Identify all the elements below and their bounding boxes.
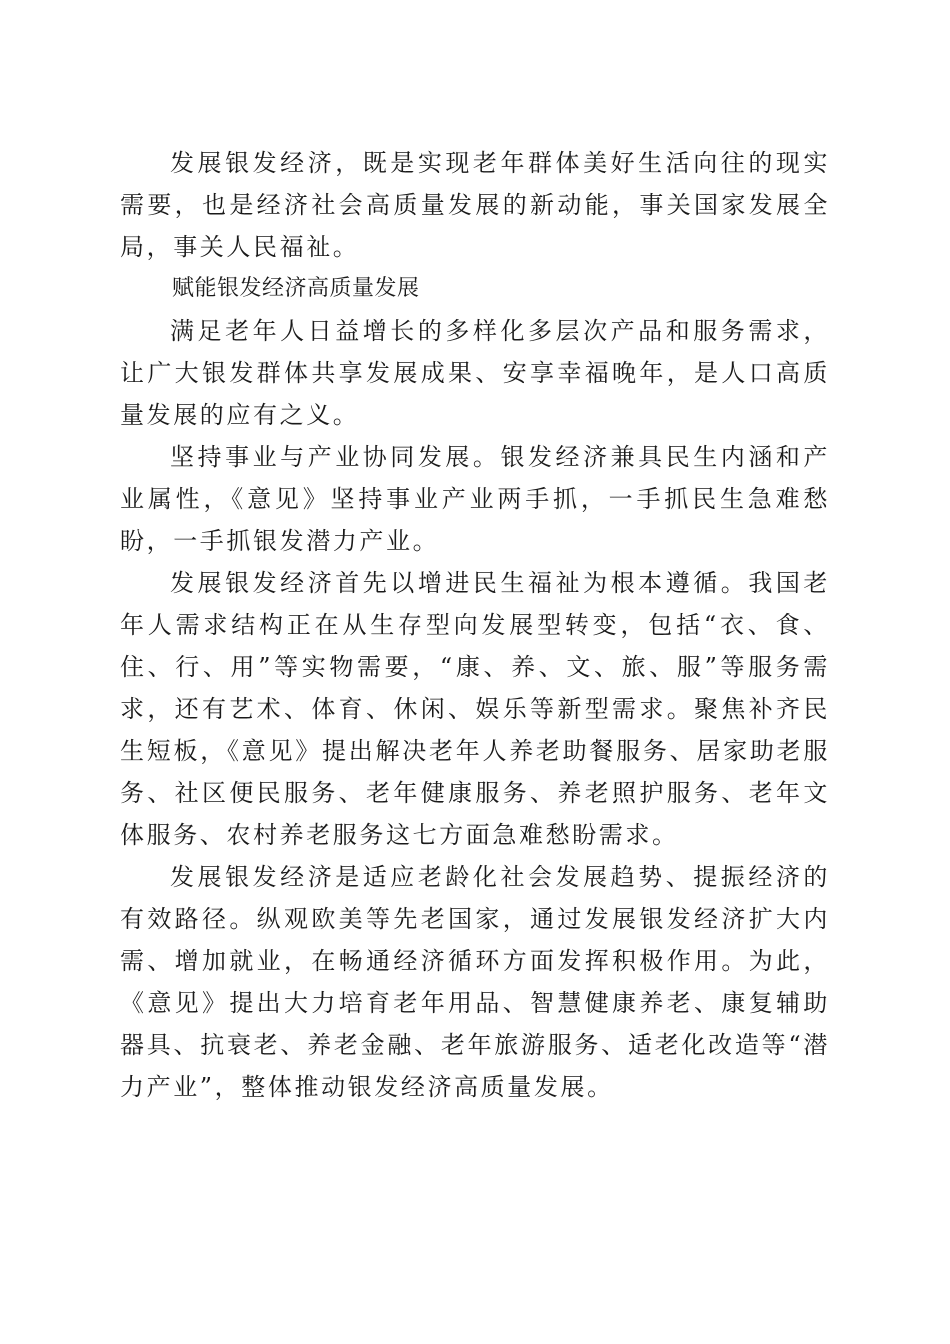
document-body	[120, 142, 830, 1108]
paragraph-needs: 满足老年人日益增长的多样化多层次产品和服务需求，让广大银发群体共享发展成果、安享幸福晚年，是人口高质量发展的应有之义。	[120, 317, 830, 429]
paragraph-industry: 发展银发经济是适应老龄化社会发展趋势、提振经济的有效路径。纵观欧美等先老国家，通过发展银发经济扩大内需、增加就业，在畅通经济循环方面发挥积极作用。为此，《意见》提出大力培育老年用品、智慧健康养老、康复辅助器具、抗衰老、养老金融、老年旅游服务、适老化改造等“潜力产业”，整体推动银发经济高质量发展。	[120, 863, 830, 1101]
section-heading: 赋能银发经济高质量发展	[172, 276, 420, 301]
paragraph-coordination: 坚持事业与产业协同发展。银发经济兼具民生内涵和产业属性，《意见》坚持事业产业两手抓，一手抓民生急难愁盼，一手抓银发潜力产业。	[120, 443, 830, 555]
paragraph-welfare: 发展银发经济首先以增进民生福祉为根本遵循。我国老年人需求结构正在从生存型向发展型转变，包括“衣、食、住、行、用”等实物需要，“康、养、文、旅、服”等服务需求，还有艺术、体育、休闲、娱乐等新型需求。聚焦补齐民生短板，《意见》提出解决老年人养老助餐服务、居家助老服务、社区便民服务、老年健康服务、养老照护服务、老年文体服务、农村养老服务这七方面急难愁盼需求。	[120, 569, 830, 849]
paragraph-intro: 发展银发经济，既是实现老年群体美好生活向往的现实需要，也是经济社会高质量发展的新动能，事关国家发展全局，事关人民福祉。	[120, 149, 830, 261]
